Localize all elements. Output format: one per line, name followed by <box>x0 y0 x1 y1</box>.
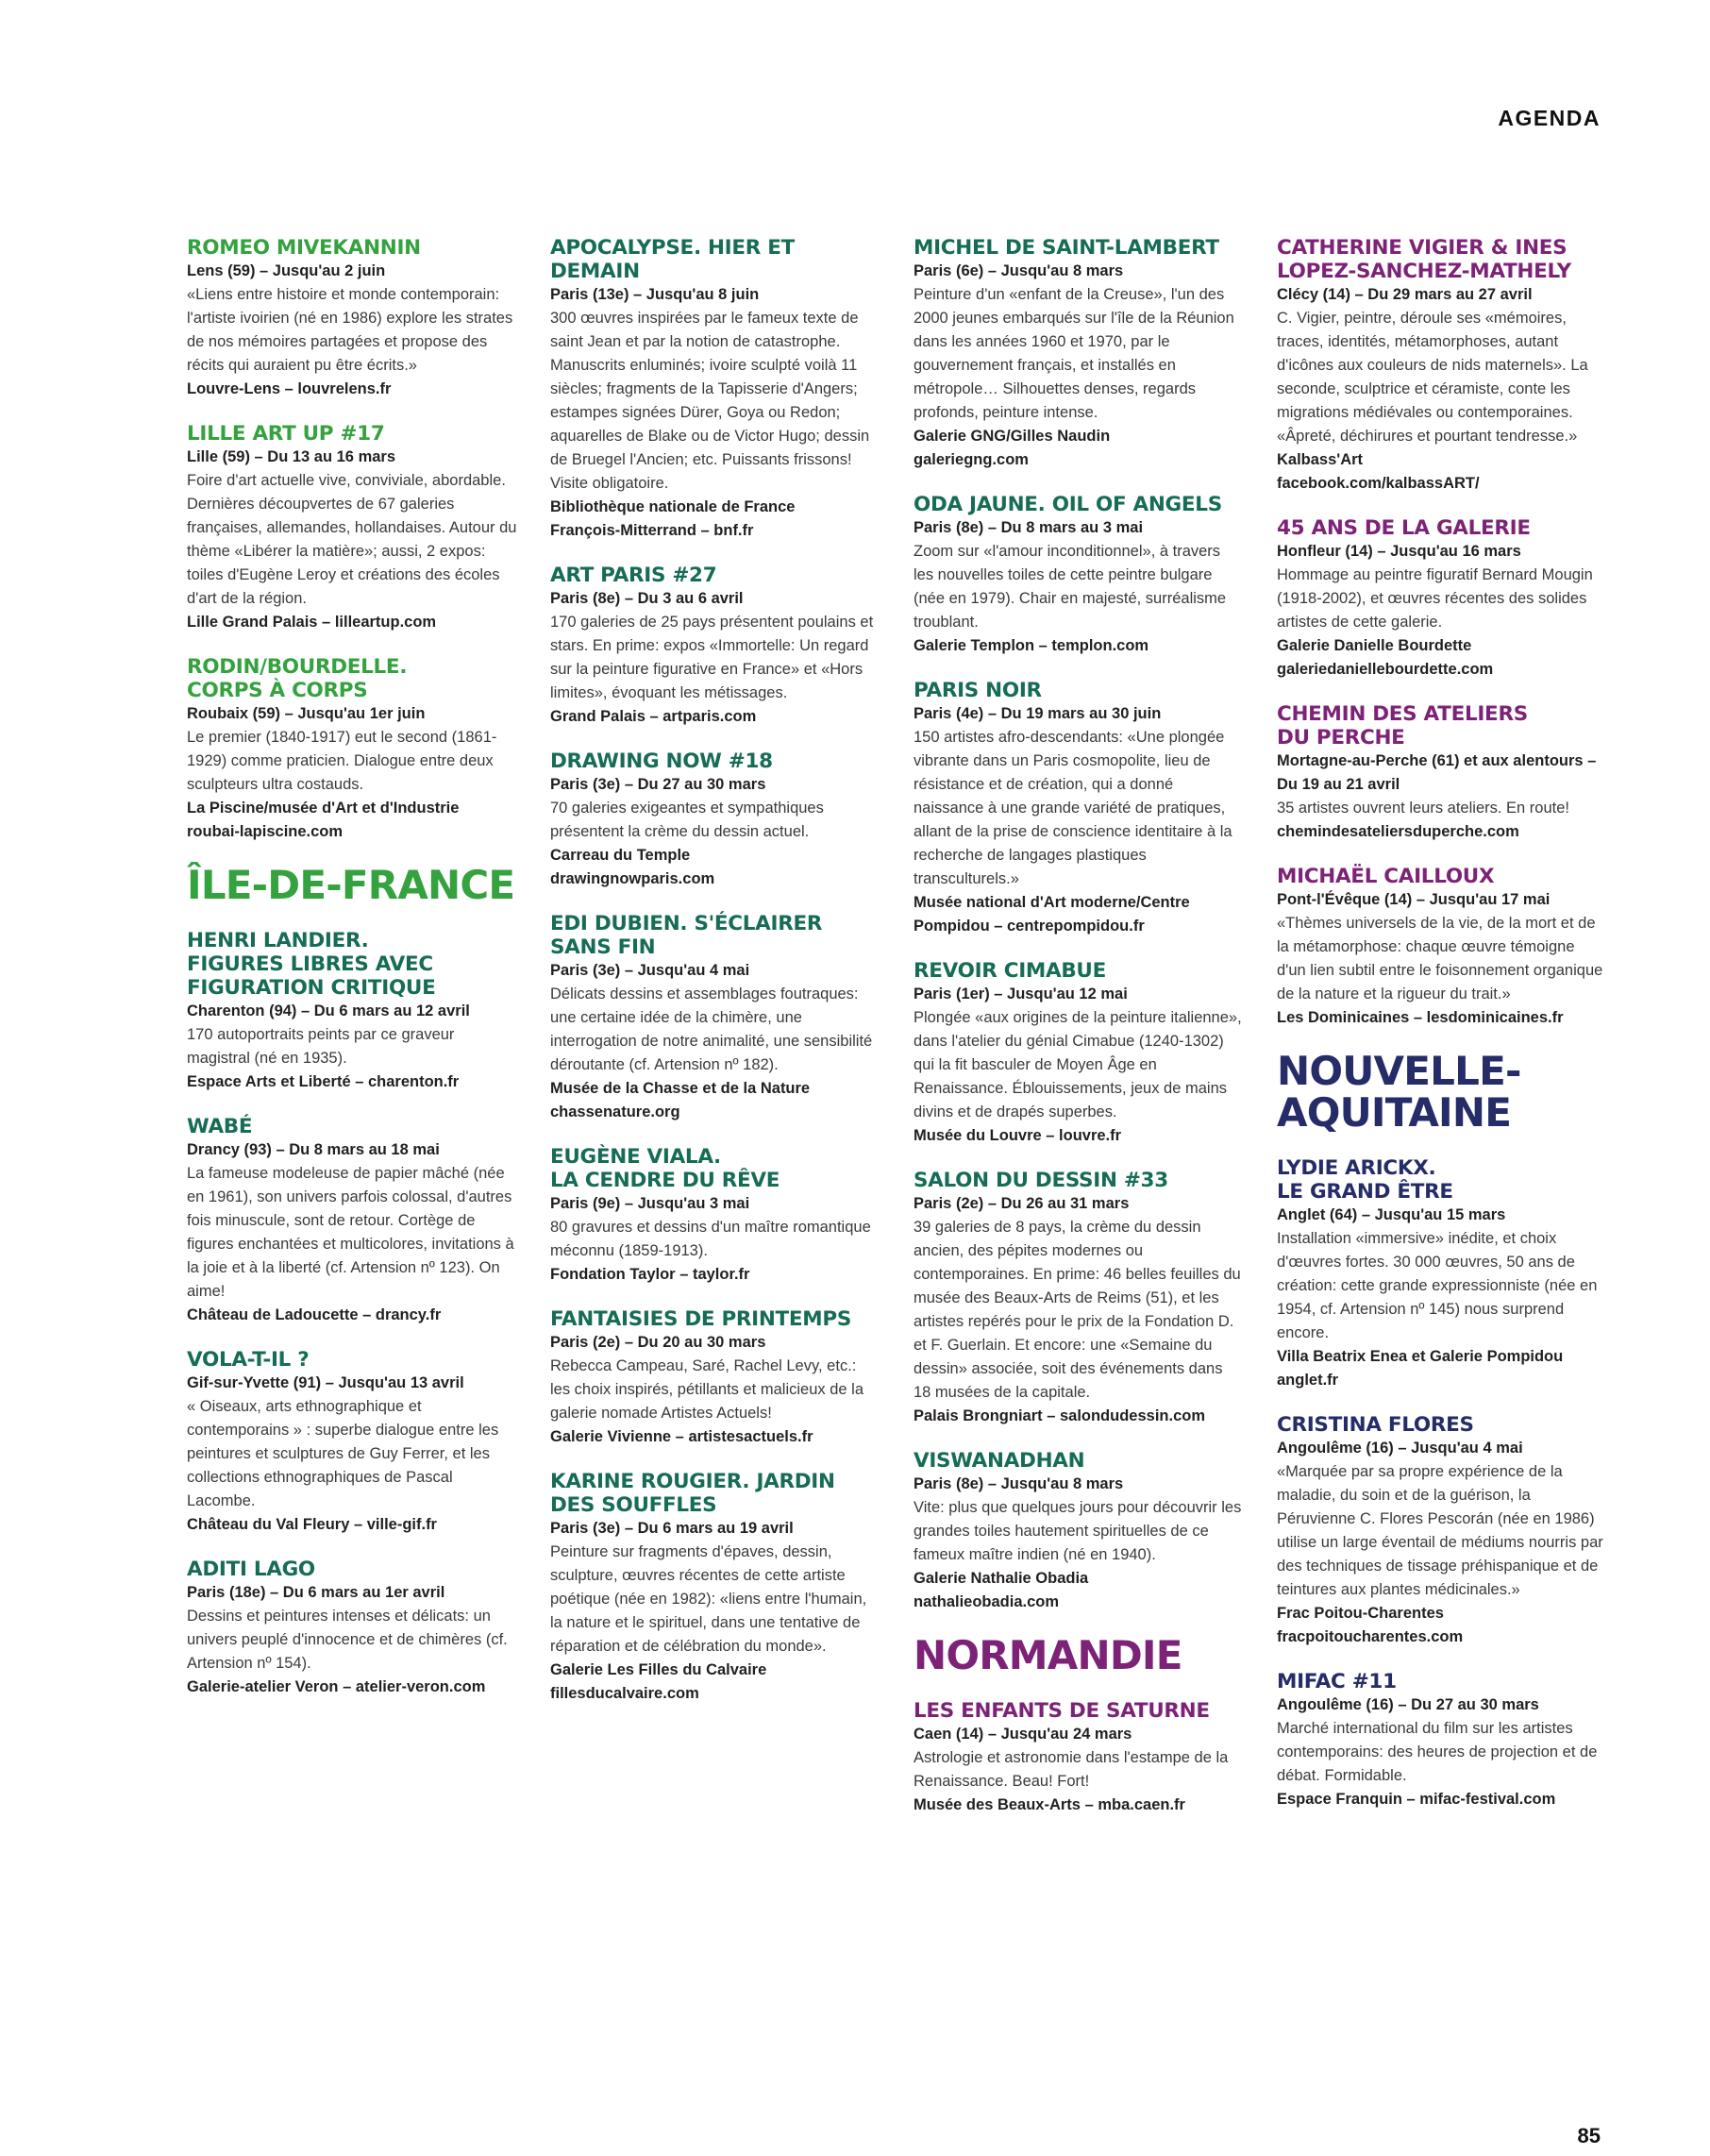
entry-title: DRAWING NOW #18 <box>550 750 773 773</box>
column-2 <box>550 236 880 1726</box>
agenda-entry <box>187 236 517 401</box>
entry-title: CHEMIN DES ATELIERS DU PERCHE <box>1277 702 1528 750</box>
entry-description: C. Vigier, peintre, déroule ses «mémoires, traces, identités, métamorphoses, autant d'icônes aux couleurs de nids maternels». La seconde, sculptrice et céramiste, conte les migrations médiévales ou contemporaines. «Âpreté, déchirures et pourtant tendresse.» <box>1277 310 1588 445</box>
entry-venue: Bibliothèque nationale de France François-Mitterrand – bnf.fr <box>550 498 796 539</box>
entry-location-dates: Paris (4e) – Du 19 mars au 30 juin <box>914 705 1162 722</box>
entry-description: Délicats dessins et assemblages foutraques: une certaine idée de la chimère, une interrogation de notre animalité, une sensibilité déroutante (cf. Artension nº 182). <box>550 985 873 1073</box>
entry-description: 170 autoportraits peints par ce graveur magistral (né en 1935). <box>187 1026 455 1067</box>
entry-description: «Marquée par sa propre expérience de la maladie, du soin et de la guérison, la Péruvienne C. Flores Pescorán (née en 1986) utilise un large éventail de médiums nourris par des techniques de tissage préhispanique et de teintures aux plantes médicinales.» <box>1277 1463 1603 1598</box>
entry-title: LYDIE ARICKX. LE GRAND ÊTRE <box>1277 1156 1453 1204</box>
entry-title: CATHERINE VIGIER & INES LOPEZ-SANCHEZ-MATHELY <box>1277 236 1571 283</box>
entry-location-dates: Roubaix (59) – Jusqu'au 1er juin <box>187 705 426 722</box>
entry-description: Vite: plus que quelques jours pour découvrir les grandes toiles hautement spirituelles de ce fameux maître indien (né en 1940). <box>914 1499 1242 1563</box>
entry-title: HENRI LANDIER. FIGURES LIBRES AVEC FIGURATION CRITIQUE <box>187 929 436 1000</box>
entry-title: FANTAISIES DE PRINTEMPS <box>550 1307 852 1331</box>
entry-location-dates: Paris (1er) – Jusqu'au 12 mai <box>914 985 1128 1002</box>
entry-title: EUGÈNE VIALA. LA CENDRE DU RÊVE <box>550 1145 780 1192</box>
agenda-entry <box>1277 1670 1607 1811</box>
entry-location-dates: Paris (8e) – Jusqu'au 8 mars <box>914 1475 1124 1492</box>
entry-location-dates: Anglet (64) – Jusqu'au 15 mars <box>1277 1206 1506 1223</box>
entry-venue: Espace Arts et Liberté – charenton.fr <box>187 1073 460 1090</box>
entry-location-dates: Lens (59) – Jusqu'au 2 juin <box>187 262 386 279</box>
entry-location-dates: Paris (13e) – Jusqu'au 8 juin <box>550 286 760 303</box>
entry-title: 45 ANS DE LA GALERIE <box>1277 516 1531 540</box>
agenda-entry <box>1277 1156 1607 1392</box>
entry-title: VOLA-T-IL ? <box>187 1348 310 1372</box>
entry-location-dates: Paris (6e) – Jusqu'au 8 mars <box>914 262 1124 279</box>
entry-location-dates: Angoulême (16) – Du 27 au 30 mars <box>1277 1696 1539 1713</box>
entry-location-dates: Paris (2e) – Du 26 au 31 mars <box>914 1195 1130 1212</box>
entry-location-dates: Paris (3e) – Du 27 au 30 mars <box>550 776 766 793</box>
entry-description: Le premier (1840-1917) eut le second (1861-1929) comme praticien. Dialogue entre deux sculpteurs ultra costauds. <box>187 729 497 793</box>
entry-location-dates: Mortagne-au-Perche (61) et aux alentours – Du 19 au 21 avril <box>1277 752 1597 793</box>
entry-title: RODIN/BOURDELLE. CORPS À CORPS <box>187 655 408 702</box>
region-heading: ÎLE-DE-FRANCE <box>187 862 515 908</box>
entry-venue: Galerie Les Filles du Calvaire fillesducalvaire.com <box>550 1661 767 1702</box>
entry-title: SALON DU DESSIN #33 <box>914 1169 1168 1192</box>
entry-venue: Musée de la Chasse et de la Nature chassenature.org <box>550 1080 811 1120</box>
entry-title: LES ENFANTS DE SATURNE <box>914 1699 1210 1723</box>
entry-location-dates: Paris (9e) – Jusqu'au 3 mai <box>550 1195 750 1212</box>
entry-title: LILLE ART UP #17 <box>187 422 385 446</box>
entry-venue: Carreau du Temple drawingnowparis.com <box>550 847 715 887</box>
agenda-entry <box>187 1558 517 1699</box>
entry-location-dates: Caen (14) – Jusqu'au 24 mars <box>914 1726 1132 1743</box>
entry-location-dates: Paris (3e) – Du 6 mars au 19 avril <box>550 1520 794 1537</box>
entry-venue: Château du Val Fleury – ville-gif.fr <box>187 1516 437 1533</box>
entry-venue: Galerie Danielle Bourdette galeriedaniellebourdette.com <box>1277 637 1494 678</box>
entry-title: ART PARIS #27 <box>550 564 717 587</box>
region-heading: NOUVELLE- AQUITAINE <box>1277 1048 1521 1136</box>
agenda-entry <box>1277 516 1607 682</box>
entry-description: Peinture d'un «enfant de la Creuse», l'un des 2000 jeunes embarqués sur l'île de la Réunion dans les années 1960 et 1970, par le gouvernement français, et installés en métropole… Silhouettes denses, regards profonds, peinture intense. <box>914 286 1234 421</box>
entry-venue: Galerie Templon – templon.com <box>914 637 1149 654</box>
entry-location-dates: Paris (8e) – Du 8 mars au 3 mai <box>914 519 1144 536</box>
entry-location-dates: Gif-sur-Yvette (91) – Jusqu'au 13 avril <box>187 1374 464 1391</box>
agenda-entry <box>550 1470 880 1706</box>
entry-title: EDI DUBIEN. S'ÉCLAIRER SANS FIN <box>550 912 823 959</box>
entry-description: 150 artistes afro-descendants: «Une plongée vibrante dans un Paris cosmopolite, lieu de résistance et de création, qui a donné naissance à une grande variété de pratiques, allant de la prise de conscience identitaire à la recherche de langages plastiques transculturels.» <box>914 729 1232 887</box>
entry-venue: Galerie Vivienne – artistesactuels.fr <box>550 1428 813 1445</box>
entry-description: «Liens entre histoire et monde contemporain: l'artiste ivoirien (né en 1986) explore les strates de nos mémoires partagées et propose des récits qui auraient pu être écrits.» <box>187 286 513 374</box>
agenda-entry <box>914 959 1244 1148</box>
entry-description: Zoom sur «l'amour inconditionnel», à travers les nouvelles toiles de cette peintre bulgare (née en 1979). Chair en majesté, surréalisme troublant. <box>914 543 1227 631</box>
entry-venue: Fondation Taylor – taylor.fr <box>550 1266 750 1283</box>
agenda-entry <box>550 1307 880 1449</box>
entry-description: 80 gravures et dessins d'un maître romantique méconnu (1859-1913). <box>550 1219 871 1259</box>
agenda-entry <box>187 929 517 1094</box>
entry-venue: Lille Grand Palais – lilleartup.com <box>187 614 437 631</box>
entry-title: KARINE ROUGIER. JARDIN DES SOUFFLES <box>550 1470 835 1517</box>
agenda-entry <box>550 236 880 543</box>
entry-location-dates: Clécy (14) – Du 29 mars au 27 avril <box>1277 286 1533 303</box>
entry-location-dates: Paris (8e) – Du 3 au 6 avril <box>550 590 744 607</box>
entry-venue: Kalbass'Art facebook.com/kalbassART/ <box>1277 451 1480 492</box>
entry-description: Foire d'art actuelle vive, conviviale, abordable. Dernières découpvertes de 67 galeries françaises, allemandes, hollandaises. Autour du thème «Libérer la matière»; aussi, 2 expos: toiles d'Eugène Leroy et créations des écoles d'art de la région. <box>187 472 517 607</box>
entry-location-dates: Angoulême (16) – Jusqu'au 4 mai <box>1277 1440 1523 1457</box>
entry-description: «Thèmes universels de la vie, de la mort et de la métamorphose: chaque œuvre témoigne d'un lien subtil entre le foisonnement organique de la nature et la rigueur du trait.» <box>1277 915 1603 1002</box>
entry-description: 39 galeries de 8 pays, la crème du dessin ancien, des pépites modernes ou contemporaines. En prime: 46 belles feuilles du musée des Beaux-Arts de Reims (51), et les artistes repérés pour le prix de la Fondation D. et F. Guerlain. Et encore: une «Semaine du dessin» associée, soit des événements dans 18 musées de la capitale. <box>914 1219 1241 1401</box>
entry-venue: Palais Brongniart – salondudessin.com <box>914 1407 1205 1424</box>
entry-description: 70 galeries exigeantes et sympathiques présentent la crème du dessin actuel. <box>550 800 824 840</box>
entry-venue: Musée du Louvre – louvre.fr <box>914 1127 1122 1144</box>
entry-description: « Oiseaux, arts ethnographique et contemporains » : superbe dialogue entre les peintures et sculptures de Guy Ferrer, et les collections ethnographiques de Pascal Lacombe. <box>187 1398 499 1509</box>
entry-title: ODA JAUNE. OIL OF ANGELS <box>914 493 1222 516</box>
section-label: AGENDA <box>1498 106 1601 130</box>
entry-venue: Galerie-atelier Veron – atelier-veron.com <box>187 1678 486 1695</box>
entry-title: ROMEO MIVEKANNIN <box>187 236 421 260</box>
entry-title: ADITI LAGO <box>187 1558 315 1581</box>
agenda-entry <box>550 912 880 1124</box>
entry-title: CRISTINA FLORES <box>1277 1413 1474 1437</box>
entry-venue: Espace Franquin – mifac-festival.com <box>1277 1791 1556 1808</box>
page-number: 85 <box>1577 2124 1601 2148</box>
entry-location-dates: Charenton (94) – Du 6 mars au 12 avril <box>187 1002 470 1019</box>
entry-description: Astrologie et astronomie dans l'estampe de la Renaissance. Beau! Fort! <box>914 1749 1229 1790</box>
agenda-entry <box>187 422 517 634</box>
agenda-entry <box>914 679 1244 938</box>
agenda-entry <box>914 1449 1244 1614</box>
entry-title: REVOIR CIMABUE <box>914 959 1106 983</box>
agenda-entry <box>550 750 880 891</box>
entry-venue: Villa Beatrix Enea et Galerie Pompidou anglet.fr <box>1277 1348 1564 1389</box>
region-heading: NORMANDIE <box>914 1632 1182 1678</box>
entry-venue: Louvre-Lens – louvrelens.fr <box>187 380 392 397</box>
entry-venue: Musée des Beaux-Arts – mba.caen.fr <box>914 1796 1185 1813</box>
entry-location-dates: Honfleur (14) – Jusqu'au 16 mars <box>1277 543 1521 560</box>
entry-title: WABÉ <box>187 1115 253 1138</box>
agenda-entry <box>914 236 1244 472</box>
agenda-entry <box>1277 236 1607 496</box>
entry-location-dates: Paris (3e) – Jusqu'au 4 mai <box>550 962 750 979</box>
agenda-entry <box>187 655 517 844</box>
entry-title: MIFAC #11 <box>1277 1670 1397 1693</box>
entry-title: MICHEL DE SAINT-LAMBERT <box>914 236 1219 260</box>
entry-description: La fameuse modeleuse de papier mâché (née en 1961), son univers parfois colossal, d'autres fois minuscule, sont de retour. Cortège de figures enchantées et multicolores, invitations à la joie et à la liberté (cf. Artension nº 123). On aime! <box>187 1165 514 1300</box>
entry-venue: Les Dominicaines – lesdominicaines.fr <box>1277 1009 1564 1026</box>
entry-description: 170 galeries de 25 pays présentent poulains et stars. En prime: expos «Immortelle: Un regard sur la peinture figurative en France» et «Hors limites», évoquant les métissages. <box>550 614 874 701</box>
agenda-entry <box>550 1145 880 1287</box>
entry-venue: Frac Poitou-Charentes fracpoitoucharentes.com <box>1277 1605 1464 1645</box>
agenda-entry <box>1277 702 1607 844</box>
agenda-entry <box>914 1169 1244 1428</box>
entry-location-dates: Drancy (93) – Du 8 mars au 18 mai <box>187 1141 440 1158</box>
entry-title: PARIS NOIR <box>914 679 1042 702</box>
entry-description: Rebecca Campeau, Saré, Rachel Levy, etc.: les choix inspirés, pétillants et malicieux de la galerie nomade Artistes Actuels! <box>550 1357 863 1422</box>
entry-description: Dessins et peintures intenses et délicats: un univers peuplé d'innocence et de chimères (cf. Artension nº 154). <box>187 1608 508 1672</box>
agenda-entry <box>187 1115 517 1327</box>
entry-description: Peinture sur fragments d'épaves, dessin, sculpture, œuvres récentes de cette artiste poétique (née en 1982): «liens entre l'humain, la nature et le spirituel, dans une tentative de réparation et de célébration du monde». <box>550 1543 867 1655</box>
entry-venue: Musée national d'Art moderne/Centre Pompidou – centrepompidou.fr <box>914 894 1190 935</box>
entry-venue: Grand Palais – artparis.com <box>550 708 757 725</box>
agenda-entry <box>187 1348 517 1537</box>
entry-location-dates: Paris (2e) – Du 20 au 30 mars <box>550 1334 766 1351</box>
column-3 <box>914 236 1244 1838</box>
agenda-entry <box>914 1699 1244 1817</box>
entry-venue: Galerie GNG/Gilles Naudin galeriegng.com <box>914 428 1111 468</box>
agenda-entry <box>1277 865 1607 1030</box>
entry-location-dates: Lille (59) – Du 13 au 16 mars <box>187 448 396 465</box>
entry-description: 300 œuvres inspirées par le fameux texte de saint Jean et par la notion de catastrophe. Manuscrits enluminés; ivoire sculpté voilà 11 siècles; fragments de la Tapisserie d'Angers; estampes signées Dürer, Goya ou Redon; aquarelles de Blake ou de Victor Hugo; dessin de Bruegel l'Ancien; etc. Puissants frissons! Visite obligatoire. <box>550 310 870 492</box>
entry-description: Marché international du film sur les artistes contemporains: des heures de projection et de débat. Formidable. <box>1277 1720 1598 1784</box>
agenda-entry <box>550 564 880 729</box>
column-4 <box>1277 236 1607 1832</box>
entry-location-dates: Paris (18e) – Du 6 mars au 1er avril <box>187 1584 445 1601</box>
agenda-entry <box>1277 1413 1607 1649</box>
entry-description: Installation «immersive» inédite, et choix d'œuvres fortes. 30 000 œuvres, 50 ans de création: cette grande expressionniste (née en 1954, cf. Artension nº 145) nous surprend encore. <box>1277 1230 1598 1341</box>
entry-venue: Château de Ladoucette – drancy.fr <box>187 1306 442 1323</box>
entry-description: Plongée «aux origines de la peinture italienne», dans l'atelier du génial Cimabue (1240-1302) qui la fit basculer de Moyen Âge en Renaissance. Éblouissements, jeux de mains divins et de drapés superbes. <box>914 1009 1242 1120</box>
entry-venue: Galerie Nathalie Obadia nathalieobadia.com <box>914 1570 1089 1610</box>
column-1 <box>187 236 517 1720</box>
entry-title: MICHAËL CAILLOUX <box>1277 865 1495 888</box>
entry-venue: chemindesateliersduperche.com <box>1277 823 1519 840</box>
entry-title: VISWANADHAN <box>914 1449 1085 1473</box>
entry-title: APOCALYPSE. HIER ET DEMAIN <box>550 236 795 283</box>
entry-venue: La Piscine/musée d'Art et d'Industrie roubai-lapiscine.com <box>187 800 460 840</box>
entry-location-dates: Pont-l'Évêque (14) – Jusqu'au 17 mai <box>1277 891 1551 908</box>
entry-description: 35 artistes ouvrent leurs ateliers. En route! <box>1277 800 1569 817</box>
agenda-entry <box>914 493 1244 658</box>
entry-description: Hommage au peintre figuratif Bernard Mougin (1918-2002), et œuvres récentes des solides artistes de cette galerie. <box>1277 566 1593 631</box>
